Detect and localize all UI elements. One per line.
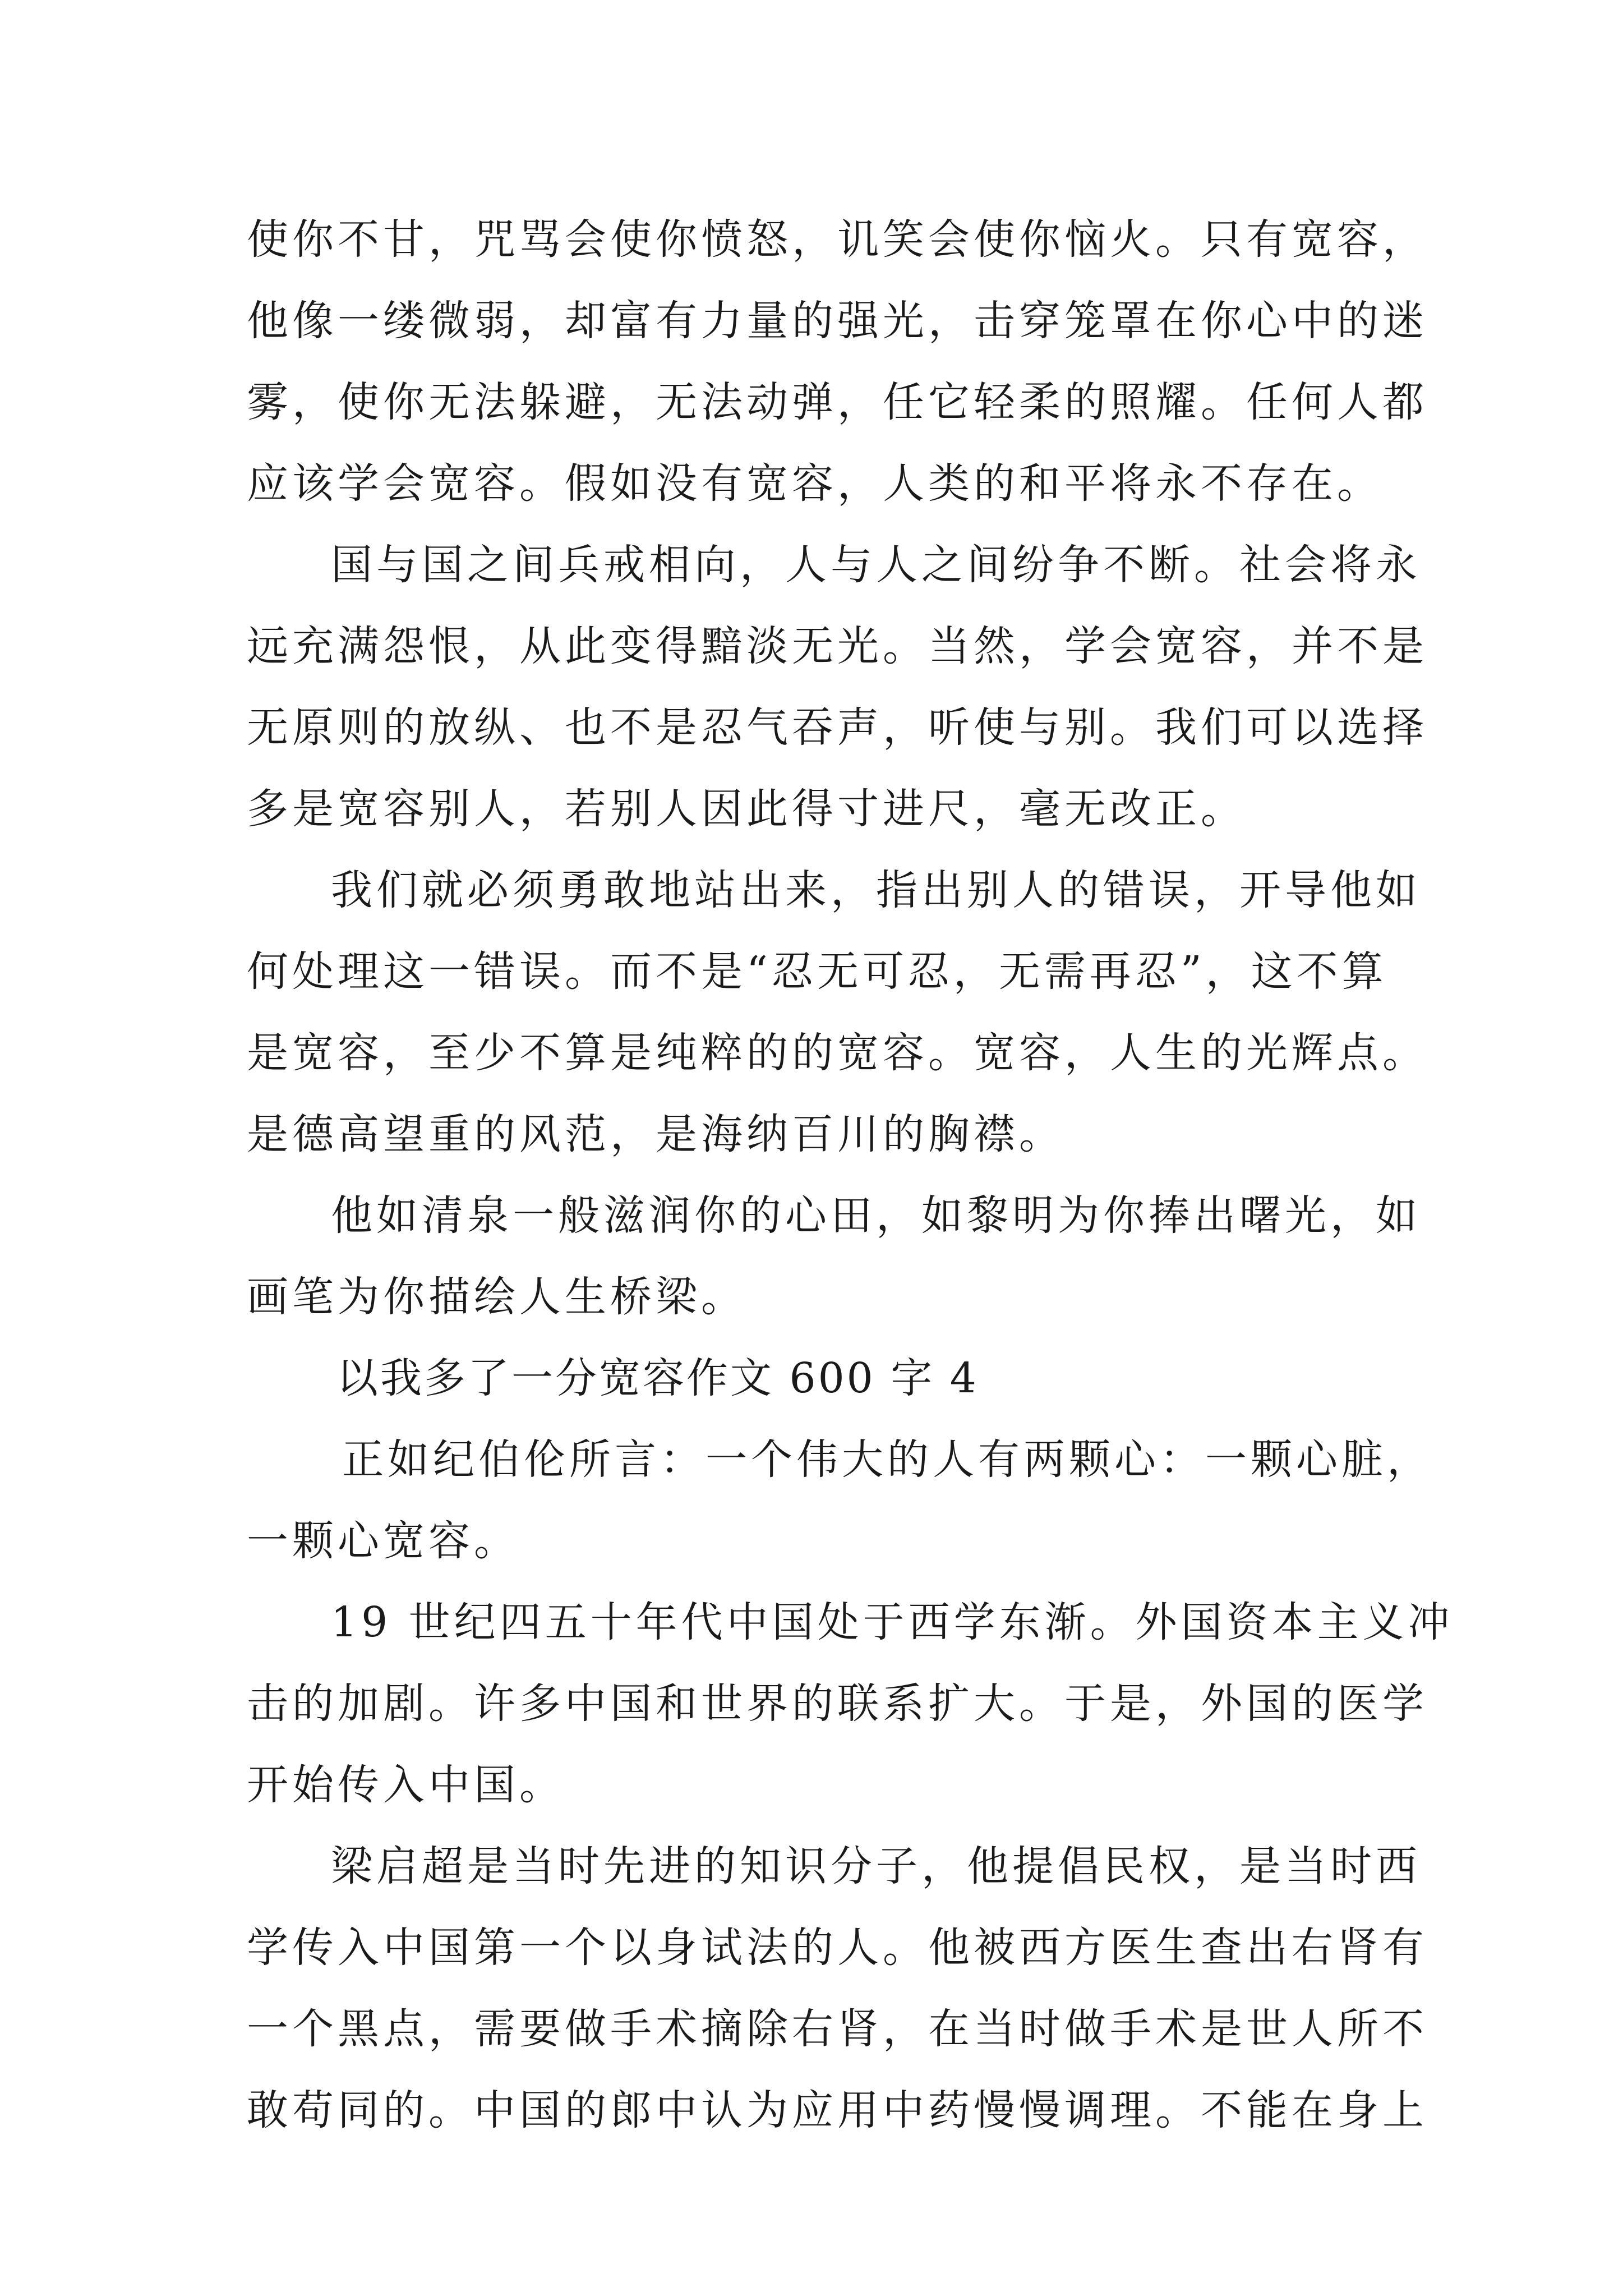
text-line: 是德高望重的风范，是海纳百川的胸襟。 (247, 1110, 1064, 1158)
text-line: 远充满怨恨，从此变得黯淡无光。当然，学会宽容，并不是 (247, 622, 1428, 670)
text-line: 使你不甘，咒骂会使你愤怒，讥笑会使你恼火。只有宽容， (247, 215, 1428, 264)
text-line: 应该学会宽容。假如没有宽容，人类的和平将永不存在。 (247, 459, 1382, 508)
text-line: 何处理这一错误。而不是“忍无可忍，无需再忍”，这不算 (247, 947, 1387, 996)
text-line: 一个黑点，需要做手术摘除右肾，在当时做手术是世人所不 (247, 2005, 1428, 2053)
section-heading: 以我多了一分宽容作文 600 字 4 (336, 1354, 979, 1402)
text-line: 是宽容，至少不算是纯粹的的宽容。宽容，人生的光辉点。 (247, 1029, 1428, 1077)
text-line: 无原则的放纵、也不是忍气吞声，听使与别。我们可以选择 (247, 703, 1428, 752)
text-line: 雾，使你无法躲避，无法动弹，任它轻柔的照耀。任何人都 (247, 378, 1428, 426)
text-line: 他如清泉一般滋润你的心田，如黎明为你捧出曙光，如 (331, 1191, 1421, 1240)
text-line: 一颗心宽容。 (247, 1517, 519, 1565)
text-line: 国与国之间兵戒相向，人与人之间纷争不断。社会将永 (331, 541, 1421, 589)
text-line: 学传入中国第一个以身试法的人。他被西方医生查出右肾有 (247, 1924, 1428, 1972)
text-line: 多是宽容别人，若别人因此得寸进尺，毫无改正。 (247, 785, 1246, 833)
text-line: 他像一缕微弱，却富有力量的强光，击穿笼罩在你心中的迷 (247, 297, 1428, 345)
text-line: 敢苟同的。中国的郎中认为应用中药慢慢调理。不能在身上 (247, 2086, 1428, 2134)
text-line: 击的加剧。许多中国和世界的联系扩大。于是，外国的医学 (247, 1680, 1428, 1728)
text-line: 19 世纪四五十年代中国处于西学东渐。外国资本主义冲 (331, 1598, 1454, 1646)
text-line: 开始传入中国。 (247, 1761, 565, 1809)
text-line: 我们就必须勇敢地站出来，指出别人的错误，开导他如 (331, 866, 1421, 914)
text-line: 梁启超是当时先进的知识分子，他提倡民权，是当时西 (331, 1842, 1421, 1890)
text-line: 正如纪伯伦所言：一个伟大的人有两颗心：一颗心脏， (342, 1435, 1432, 1484)
text-line: 画笔为你描绘人生桥梁。 (247, 1273, 746, 1321)
